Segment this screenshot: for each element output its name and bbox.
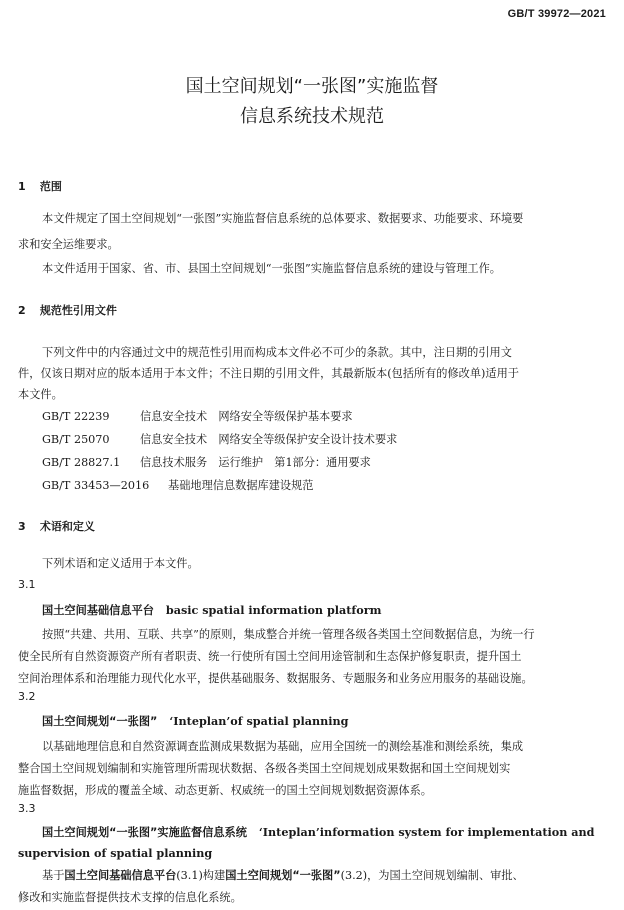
term-definition-line: 基于国土空间基础信息平台(3.1)构建国土空间规划“一张图”(3.2)，为国土空间规划编制、审批、 [42, 869, 524, 882]
term-chinese: 国土空间规划“一张图” [42, 715, 158, 728]
term-definition-line: 施监督数据，形成的覆盖全域、动态更新、权威统一的国土空间规划数据资源体系。 [18, 784, 432, 797]
term-number: 3.2 [18, 690, 36, 703]
reference-item [42, 431, 397, 447]
reference-code: GB/T 22239 [42, 410, 110, 423]
standard-number: GB/T 39972—2021 [507, 8, 606, 20]
reference-title: 信息安全技术 网络安全等级保护安全设计技术要求 [140, 433, 398, 446]
reference-code: GB/T 25070 [42, 433, 110, 446]
reference-code: GB/T 33453—2016 [42, 479, 150, 492]
reference-title: 信息技术服务 运行维护 第1部分：通用要求 [140, 456, 371, 469]
section-3-title: 术语和定义 [39, 520, 95, 533]
reference-title: 信息安全技术 网络安全等级保护基本要求 [140, 410, 353, 423]
term-heading [42, 824, 594, 840]
term-number: 3.1 [18, 578, 36, 591]
s1-para1-line2: 求和安全运维要求。 [18, 238, 119, 251]
s1-para2-line1: 本文件适用于国家、省、市、县国土空间规划“一张图”实施监督信息系统的建设与管理工作。 [42, 262, 501, 275]
term-english: ‘Inteplan’information system for implementation and [258, 825, 595, 839]
section-3-number: 3 [18, 520, 26, 533]
reference-item [42, 408, 353, 424]
document-title-line2: 信息系统技术规范 [240, 106, 384, 127]
term-chinese: 国土空间基础信息平台 [42, 604, 154, 617]
term-number: 3.3 [18, 802, 36, 815]
document-title-line1: 国土空间规划“一张图”实施监督 [185, 76, 439, 97]
section-1-title: 范围 [39, 180, 62, 193]
section-1-number: 1 [18, 180, 26, 193]
term-heading [42, 713, 348, 729]
reference-code: GB/T 28827.1 [42, 456, 121, 469]
s3-intro: 下列术语和定义适用于本文件。 [42, 557, 199, 570]
s2-para1-line2: 件，仅该日期对应的版本适用于本文件；不注日期的引用文件，其最新版本(包括所有的修改单)适用于 [18, 367, 519, 380]
term-english-continuation: supervision of spatial planning [18, 846, 213, 860]
s2-para1-line3: 本文件。 [18, 388, 63, 401]
term-english: ‘Inteplan’of spatial planning [169, 714, 349, 728]
s1-para1-line1: 本文件规定了国土空间规划“一张图”实施监督信息系统的总体要求、数据要求、功能要求、环境要 [42, 212, 524, 225]
section-2-title: 规范性引用文件 [39, 304, 117, 317]
term-english: basic spatial information platform [165, 603, 382, 617]
term-chinese: 国土空间规划“一张图”实施监督信息系统 [42, 826, 247, 839]
term-definition-line: 空间治理体系和治理能力现代化水平，提供基础服务、数据服务、专题服务和业务应用服务的基础设施。 [18, 672, 533, 685]
s2-para1-line1: 下列文件中的内容通过文中的规范性引用而构成本文件必不可少的条款。其中，注日期的引用文 [42, 346, 512, 359]
term-definition-line: 使全民所有自然资源资产所有者职责、统一行使所有国土空间用途管制和生态保护修复职责，提升国土 [18, 650, 522, 663]
term-definition-line: 整合国土空间规划编制和实施管理所需现状数据、各级各类国土空间规划成果数据和国土空间规划实 [18, 762, 511, 775]
reference-item [42, 477, 313, 493]
section-2-heading [18, 302, 117, 318]
section-2-number: 2 [18, 304, 26, 317]
term-definition-line: 修改和实施监督提供技术支撑的信息化系统。 [18, 891, 242, 904]
reference-item [42, 454, 371, 470]
reference-title: 基础地理信息数据库建设规范 [168, 479, 314, 492]
term-heading [42, 602, 381, 618]
term-definition-line: 按照“共建、共用、互联、共享”的原则，集成整合并统一管理各级各类国土空间数据信息，为统一行 [42, 628, 535, 641]
section-3-heading [18, 518, 95, 534]
section-1-heading [18, 178, 62, 194]
term-definition-line: 以基础地理信息和自然资源调查监测成果数据为基础，应用全国统一的测绘基准和测绘系统，集成 [42, 740, 524, 753]
